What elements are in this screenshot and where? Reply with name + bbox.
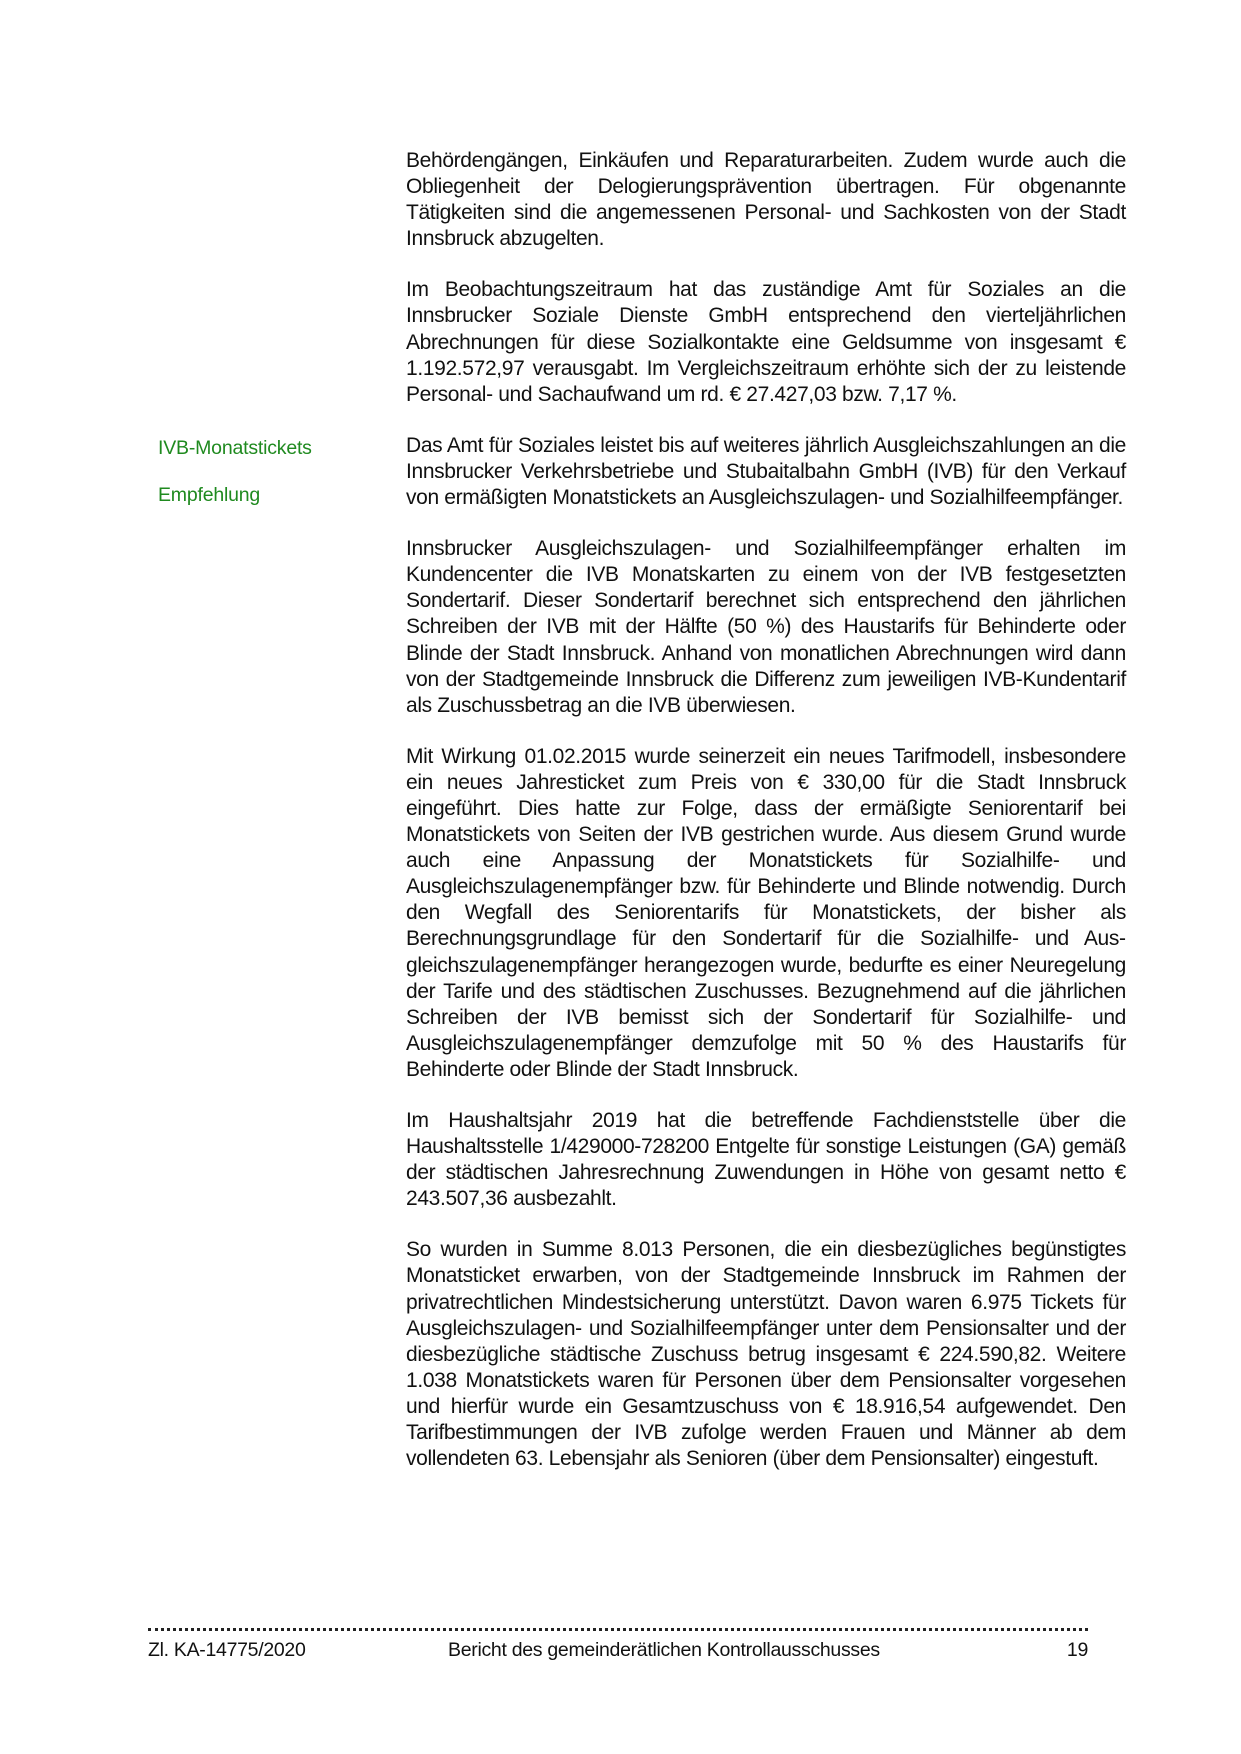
- paragraph-sondertarif: Innsbrucker Ausgleichszulagen- und Sozialhilfeempfänger erhalten im Kundencenter die IVB Monatskarten zu einem von der IVB festgesetzten Sondertarif. Dieser Sondertarif berechnet sich entsprechend den jährlichen Schreiben der IVB mit der Hälfte (50 %) des Haustarifs für Behinderte oder Blinde der Stadt Innsbruck. Anhand von monatlichen Abrechnungen wird dann von der Stadtgemeinde Innsbruck die Differenz zum jeweiligen IVB-Kundentarif als Zuschussbetrag an die IVB überwiesen.: [406, 537, 1126, 717]
- paragraph-haushaltsjahr: Im Haushaltsjahr 2019 hat die betreffende Fachdienststelle über die Haushaltsstelle 1/429000-728200 Entgelte für sonstige Leistungen (GA) gemäß der städtischen Jahresrechnung Zuwendungen in Höhe von gesamt netto € 243.507,36 ausbezahlt.: [406, 1109, 1126, 1211]
- footer-row: [148, 1639, 1088, 1662]
- margin-note-ivb-monatstickets: IVB-Monatstickets: [158, 437, 312, 459]
- footer-dotted-rule: [148, 1628, 1088, 1631]
- footer-reference: Zl. KA-14775/2020: [148, 1639, 306, 1661]
- paragraph-tarifmodell: Mit Wirkung 01.02.2015 wurde seinerzeit ein neues Tarifmodell, insbesondere ein neues Jahresticket zum Preis von € 330,00 für die Stadt Innsbruck eingeführt. Dies hatte zur Folge, dass der ermäßigte Seniorentarif bei Monatstickets von Seiten der IVB gestrichen wurde. Aus diesem Grund wurde auch eine Anpassung der Monatstickets für Sozialhilfe- und Ausgleichszulagenempfänger bzw. für Behinderte und Blinde notwendig. Durch den Wegfall des Seniorentarifs für Monatstickets, der bisher als Berechnungsgrundlage für den Sondertarif für die Sozialhilfe- und Ausgleichszulagenempfänger herangezogen wurde, bedurfte es einer Neuregelung der Tarife und des städtischen Zuschusses. Bezugnehmend auf die jährlichen Schreiben der IVB bemisst sich der Sondertarif für Sozialhilfe- und Ausgleichszulagenempfänger demzufolge mit 50 % des Haustarifs für Behinderte oder Blinde der Stadt Innsbruck.: [406, 744, 1126, 1081]
- paragraph-personen-summe: So wurden in Summe 8.013 Personen, die ein diesbezügliches begünstigtes Monatsticket erwarben, von der Stadtgemeinde Innsbruck im Rahmen der privatrechtlichen Mindestsicherung unterstützt. Davon waren 6.975 Tickets für Ausgleichszulagen- und Sozialhilfeempfänger unter dem Pensionsalter und der diesbezügliche städtische Zuschuss betrug insgesamt € 224.590,82. Weitere 1.038 Monatstickets waren für Personen über dem Pensionsalter vorgesehen und hierfür wurde ein Gesamtzuschuss von € 18.916,54 aufgewendet. Den Tarifbestimmungen der IVB zufolge werden Frauen und Männer ab dem vollendeten 63. Lebensjahr als Senioren (über dem Pensionsalter) eingestuft.: [406, 1238, 1126, 1471]
- page-footer: [148, 1628, 1088, 1662]
- paragraph-delogierung: Behördengängen, Einkäufen und Reparaturarbeiten. Zudem wurde auch die Obliegenheit der Delogierungsprävention übertragen. Für obgenannte Tätigkeiten sind die angemessenen Personal- und Sachkosten von der Stadt Innsbruck abzugelten.: [406, 149, 1126, 251]
- body-text: [406, 148, 1126, 1497]
- page-number: 19: [1066, 1639, 1088, 1661]
- paragraph-ausgleichszahlungen: Das Amt für Soziales leistet bis auf weiteres jährlich Ausgleichszahlungen an die Innsbrucker Verkehrsbetriebe und Stubaitalbahn GmbH (IVB) für den Verkauf von ermäßigten Monatstickets an Ausgleichszulagen- und Sozialhilfeempfänger.: [406, 433, 1126, 510]
- margin-note-empfehlung: Empfehlung: [158, 484, 261, 506]
- footer-title: Bericht des gemeinderätlichen Kontrollausschusses: [448, 1639, 880, 1661]
- paragraph-beobachtungszeitraum: Im Beobachtungszeitraum hat das zuständige Amt für Soziales an die Innsbrucker Soziale Dienste GmbH entsprechend den vierteljährlichen Abrechnungen für diese Sozialkontakte eine Geldsumme von insgesamt € 1.192.572,97 verausgabt. Im Vergleichszeitraum erhöhte sich der zu leistende Personal- und Sachaufwand um rd. € 27.427,03 bzw. 7,17 %.: [406, 278, 1126, 406]
